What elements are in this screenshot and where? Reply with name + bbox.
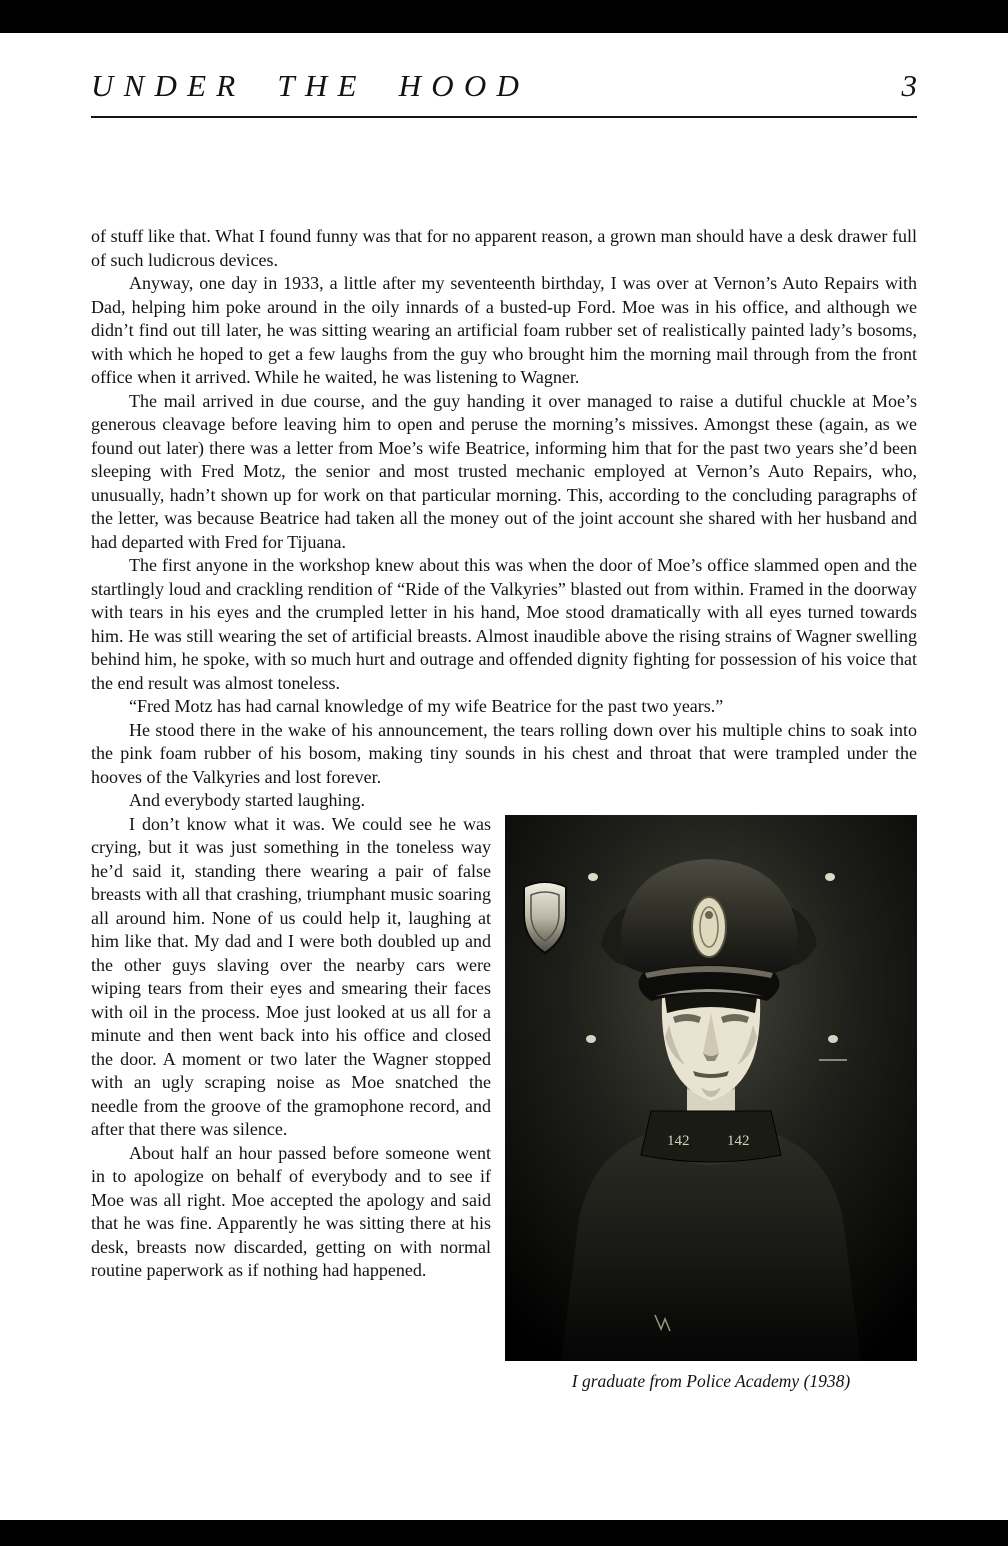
police-academy-figure [505, 815, 917, 1394]
collar-number-right: 142 [727, 1132, 750, 1149]
cap-badge-icon [692, 897, 726, 957]
page-number: 3 [901, 68, 917, 103]
paragraph: The first anyone in the workshop knew about this was when the door of Moe’s office slammed open and the startlingly loud and crackling rendition of “Ride of the Valkyries” blasted out from within. Framed in the doorway with tears in his eyes and the crumpled letter in his hand, Moe stood dramatically with all eyes turned towards him. He was still wearing the set of artificial breasts. Almost inaudible above the rising strains of Wagner swelling behind him, he spoke, with so much hurt and outrage and offended dignity fighting for possession of his voice that the end result was almost toneless. [91, 555, 917, 693]
header-rule [91, 116, 917, 118]
paragraph: Anyway, one day in 1933, a little after my seventeenth birthday, I was over at Vernon’s Auto Repairs with Dad, helping him poke around in the oily innards of a busted-up Ford. Moe was in his office, and although we didn’t find out till later, he was sitting wearing an artificial foam rubber set of realistically painted lady’s bosoms, with which he hoped to get a few laughs from the guy who brought him the morning mail through from the front office when it arrived. While he waited, he was listening to Wagner. [91, 273, 917, 387]
paragraph: He stood there in the wake of his announcement, the tears rolling down over his multiple chins to soak into the pink foam rubber of his bosom, making tiny sounds in his chest and throat that were trampled under the hooves of the Valkyries and lost forever. [91, 719, 917, 787]
page-top-border [0, 0, 1008, 33]
paragraph: of stuff like that. What I found funny was that for no apparent reason, a grown man should have a desk drawer full of such ludicrous devices. [91, 226, 917, 270]
body-text [91, 225, 917, 1393]
collar-number-left: 142 [667, 1132, 690, 1149]
paragraph: About half an hour passed before someone went in to apologize on behalf of everybody and to see if Moe was all right. Moe accepted the apology and said that he was fine. Apparently he was sitting there at his desk, breasts now discarded, getting on with normal routine paperwork as if nothing had happened. [91, 1142, 491, 1280]
chapter-title: UNDER THE HOOD [91, 68, 530, 103]
paragraph: I don’t know what it was. We could see he was crying, but it was just something in the toneless way he’d said it, standing there wearing a pair of false breasts with all that crashing, triumphant music soaring all around him. None of us could help it, laughing at him like that. My dad and I were both doubled up and the other guys slaving over the nearby cars were wiping tears from their eyes and smearing their faces with oil in the process. Moe just looked at us all for a minute and then went back into his office and closed the door. A moment or two later the Wagner stopped with an ugly scraping noise as Moe snatched the needle from the groove of the gramophone record, and after that there was silence. [91, 813, 491, 1139]
paragraph: The mail arrived in due course, and the guy handing it over managed to raise a dutiful chuckle at Moe’s generous cleavage before leaving him to open and peruse the morning’s missives. Amongst these (again, as we found out later) there was a letter from Moe’s wife Beatrice, informing him that for the past two years she’d been sleeping with Fred Motz, the senior and most trusted mechanic employed at Vernon’s Auto Repairs, who, unusually, hadn’t shown up for work on that particular morning. This, according to the concluding paragraphs of the letter, was because Beatrice had taken all the money out of the joint account she shared with her husband and had departed with Fred for Tijuana. [91, 390, 917, 552]
paragraph: “Fred Motz has had carnal knowledge of my wife Beatrice for the past two years.” [129, 696, 724, 716]
police-officer-illustration [505, 815, 917, 1361]
running-header [91, 68, 917, 118]
figure-caption: I graduate from Police Academy (1938) [571, 1370, 851, 1391]
paragraph: And everybody started laughing. [129, 790, 365, 810]
page-bottom-border [0, 1520, 1008, 1546]
